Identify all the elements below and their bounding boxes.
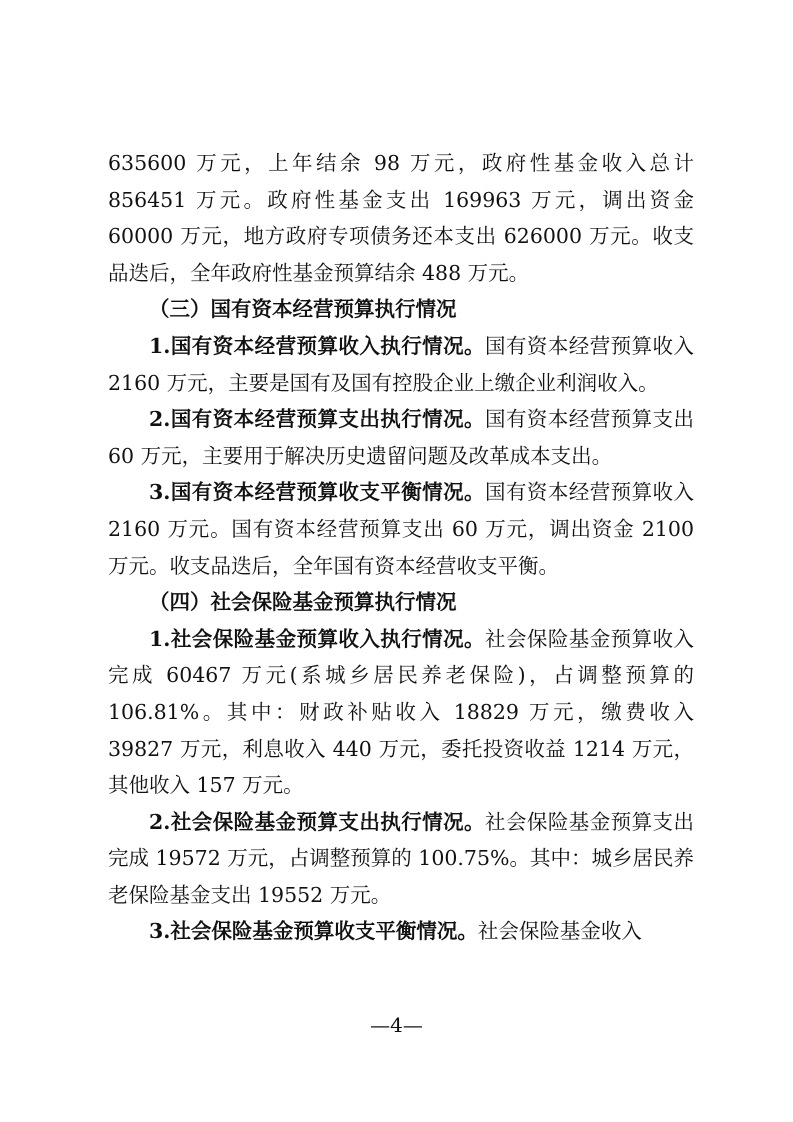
paragraph-social-insurance-balance [108,913,694,950]
page-number: —4— [370,1013,423,1037]
paragraph-state-capital-expenditure [108,401,694,474]
body-state-capital-balance: 国有资本经营预算收入 2160 万元。国有资本经营预算支出 60 万元，调出资金 2100 万元。收支品迭后，全年国有资本经营收支平衡。 [108,480,694,578]
subheading-state-capital-income: 1.国有资本经营预算收入执行情况。 [149,333,485,358]
body-social-insurance-balance: 社会保险基金收入 [477,919,642,944]
paragraph-state-capital-balance [108,474,694,584]
subheading-social-insurance-income: 1.社会保险基金预算收入执行情况。 [149,626,485,651]
subheading-state-capital-balance: 3.国有资本经营预算收支平衡情况。 [149,480,485,505]
paragraph-state-capital-income [108,328,694,401]
paragraph-social-insurance-expenditure [108,804,694,914]
subheading-state-capital-expenditure: 2.国有资本经营预算支出执行情况。 [149,407,485,432]
subheading-social-insurance-expenditure: 2.社会保险基金预算支出执行情况。 [149,809,485,834]
body-state-capital-expenditure: 国有资本经营预算支出 60 万元，主要用于解决历史遗留问题及改革成本支出。 [108,407,694,468]
paragraph-social-insurance-income [108,621,694,804]
section-heading-state-capital: （三）国有资本经营预算执行情况 [149,297,457,322]
body-social-insurance-income: 社会保险基金预算收入完成 60467 万元(系城乡居民养老保险)，占调整预算的 106.81%。其中：财政补贴收入 18829 万元，缴费收入 39827 万元，利息收入 440 万元，委托投资收益 1214 万元，其他收入 157 万元。 [108,626,694,798]
body-social-insurance-expenditure: 社会保险基金预算支出完成 19572 万元，占调整预算的 100.75%。其中：城乡居民养老保险基金支出 19552 万元。 [108,809,694,907]
document-body [108,145,694,950]
body-state-capital-income: 国有资本经营预算收入 2160 万元，主要是国有及国有控股企业上缴企业利润收入。 [108,333,694,395]
paragraph-fund-balance: 635600 万元，上年结余 98 万元，政府性基金收入总计 856451 万元。政府性基金支出 169963 万元，调出资金 60000 万元，地方政府专项债务还本支出 626000 万元。收支品迭后，全年政府性基金预算结余 488 万元。 [108,151,694,285]
subheading-social-insurance-balance: 3.社会保险基金预算收支平衡情况。 [149,919,478,944]
section-heading-social-insurance: （四）社会保险基金预算执行情况 [149,590,457,615]
